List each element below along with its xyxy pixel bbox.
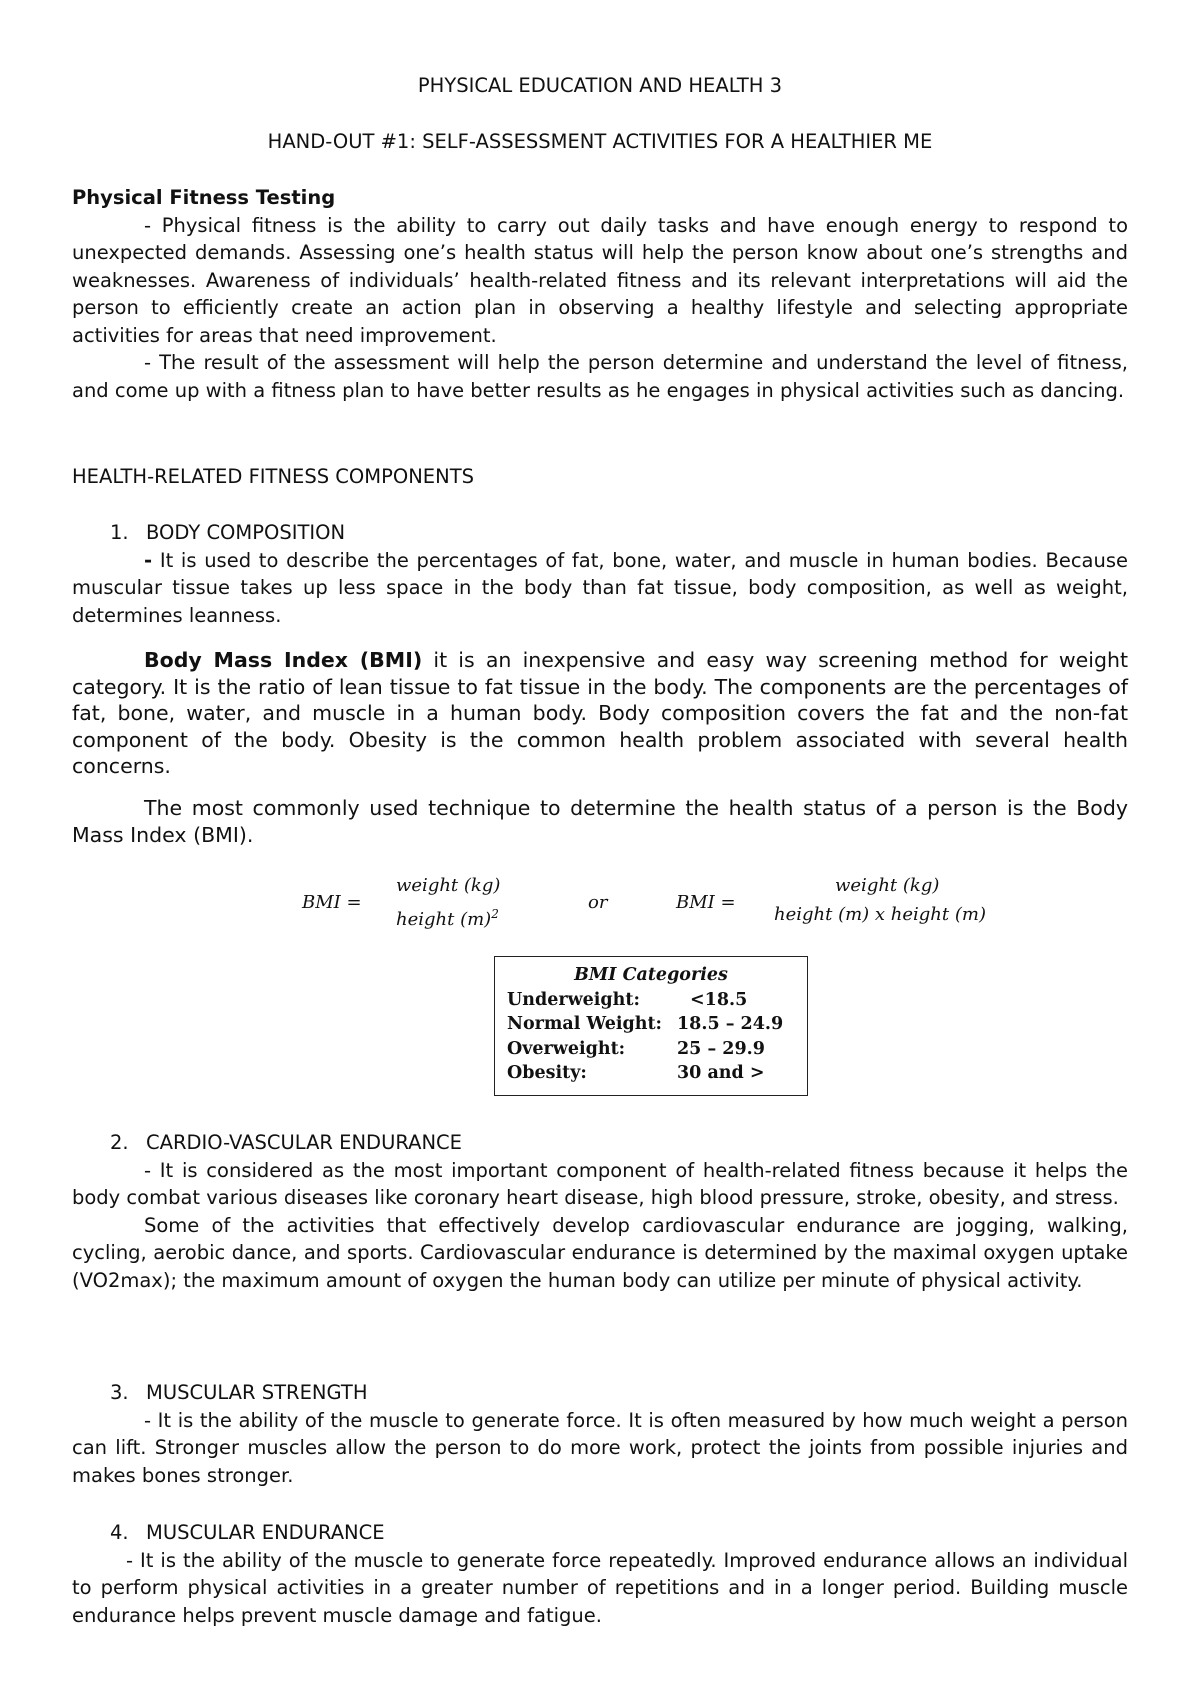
- formula-or: or: [588, 892, 608, 913]
- bmi-value: 25 – 29.9: [677, 1038, 765, 1059]
- bmi-value: <18.5: [690, 989, 748, 1010]
- section-heading-hrfc: HEALTH-RELATED FITNESS COMPONENTS: [72, 465, 474, 488]
- paragraph: - Physical fitness is the ability to carry out daily tasks and have enough energy to respond to unexpected demands. Assessing one’s health status will help the person know about one’s strengths and weaknesses. Awareness of individuals’ health-related fitness and its relevant interpretations will aid the person to efficiently create an action plan in observing a healthy lifestyle and selecting appropriate activities for areas that need improvement.: [72, 213, 1128, 347]
- page-title: PHYSICAL EDUCATION AND HEALTH 3: [417, 74, 783, 97]
- list-number: 2.: [110, 1131, 129, 1154]
- exponent: 2: [491, 907, 499, 921]
- list-number: 4.: [110, 1521, 129, 1544]
- denominator-text: height (m): [396, 909, 492, 930]
- paragraph-text: it is an inexpensive and easy way screening method for weight category. It is the ratio of lean tissue to fat tissue in the body. The components are the percentages of fat, bone, water, and muscle in a human body. Body composition covers the fat and the non-fat component of the body. Obesity is the common health problem associated with several health concerns.: [72, 648, 1128, 778]
- dash: -: [144, 548, 153, 572]
- numbered-heading: [72, 1519, 1128, 1547]
- bmi-formula: [0, 872, 1200, 932]
- paragraph: The most commonly used technique to determine the health status of a person is the Body Mass Index (BMI).: [72, 796, 1128, 847]
- paragraph: [72, 547, 1128, 630]
- paragraph: - It is the ability of the muscle to generate force repeatedly. Improved endurance allows an individual to perform physical activities in a greater number of repetitions and in a longer period. Building muscle endurance helps prevent muscle damage and fatigue.: [72, 1548, 1128, 1627]
- bmi-label: Underweight:: [507, 989, 640, 1010]
- list-number: 1.: [110, 521, 129, 544]
- bmi-row: [507, 988, 795, 1013]
- section-cardio-vascular-endurance: [72, 1129, 1128, 1294]
- numbered-heading: [72, 1379, 1128, 1407]
- paragraph: - It is considered as the most important component of health-related fitness because it helps the body combat various diseases like coronary heart disease, high blood pressure, stroke, obesity, and stress.: [72, 1158, 1128, 1209]
- paragraph: - It is the ability of the muscle to generate force. It is often measured by how much weight a person can lift. Stronger muscles allow the person to do more work, protect the joints from possible injuries and makes bones stronger.: [72, 1408, 1128, 1487]
- paragraph: [72, 647, 1128, 780]
- bmi-value: 18.5 – 24.9: [677, 1014, 784, 1034]
- bmi-label: Overweight:: [507, 1038, 626, 1059]
- formula-numerator: weight (kg): [835, 875, 940, 896]
- paragraph: Some of the activities that effectively develop cardiovascular endurance are jogging, walking, cycling, aerobic dance, and sports. Cardiovascular endurance is determined by the maximal oxygen uptake (VO2max); the maximum amount of oxygen the human body can utilize per minute of physical activity.: [72, 1213, 1128, 1292]
- bmi-label: Obesity:: [507, 1063, 587, 1083]
- section-muscular-strength: [72, 1379, 1128, 1489]
- bmi-paragraph: [72, 647, 1128, 780]
- formula-denominator: height (m) x height (m): [774, 904, 986, 925]
- bmi-term: Body Mass Index (BMI): [144, 648, 423, 672]
- paragraph-text: It is used to describe the percentages of fat, bone, water, and muscle in human bodies. Because muscular tissue takes up less space in the body than fat tissue, body composition, as well as weight, determines leanness.: [72, 548, 1128, 627]
- section-body-composition: [72, 519, 1128, 629]
- heading-text: BODY COMPOSITION: [146, 521, 346, 544]
- bmi-row: [507, 1037, 795, 1062]
- bmi-row: [507, 1061, 795, 1086]
- formula-lhs: BMI =: [302, 892, 362, 913]
- bmi-row: [507, 1012, 795, 1037]
- section-physical-fitness-testing: [72, 184, 1128, 404]
- bmi-technique-paragraph: [72, 795, 1128, 848]
- section-heading: Physical Fitness Testing: [72, 186, 336, 209]
- bmi-categories-box: [494, 956, 808, 1096]
- list-number: 3.: [110, 1381, 129, 1404]
- numbered-heading: [72, 1129, 1128, 1157]
- heading-text: MUSCULAR STRENGTH: [146, 1381, 368, 1404]
- formula-lhs: BMI =: [676, 892, 736, 913]
- bmi-value: 30 and >: [677, 1063, 765, 1083]
- handout-title: HAND-OUT #1: SELF-ASSESSMENT ACTIVITIES FOR A HEALTHIER ME: [267, 130, 933, 153]
- numbered-heading: [72, 519, 1128, 547]
- heading-text: CARDIO-VASCULAR ENDURANCE: [146, 1131, 462, 1154]
- formula-numerator: weight (kg): [396, 875, 501, 896]
- heading-text: MUSCULAR ENDURANCE: [146, 1521, 385, 1544]
- bmi-categories-caption: BMI Categories: [574, 965, 728, 985]
- formula-denominator: [396, 901, 499, 934]
- section-muscular-endurance: [72, 1519, 1128, 1629]
- paragraph: - The result of the assessment will help the person determine and understand the level of fitness, and come up with a fitness plan to have better results as he engages in physical activities such as dancing.: [72, 351, 1128, 402]
- bmi-label: Normal Weight:: [507, 1014, 662, 1034]
